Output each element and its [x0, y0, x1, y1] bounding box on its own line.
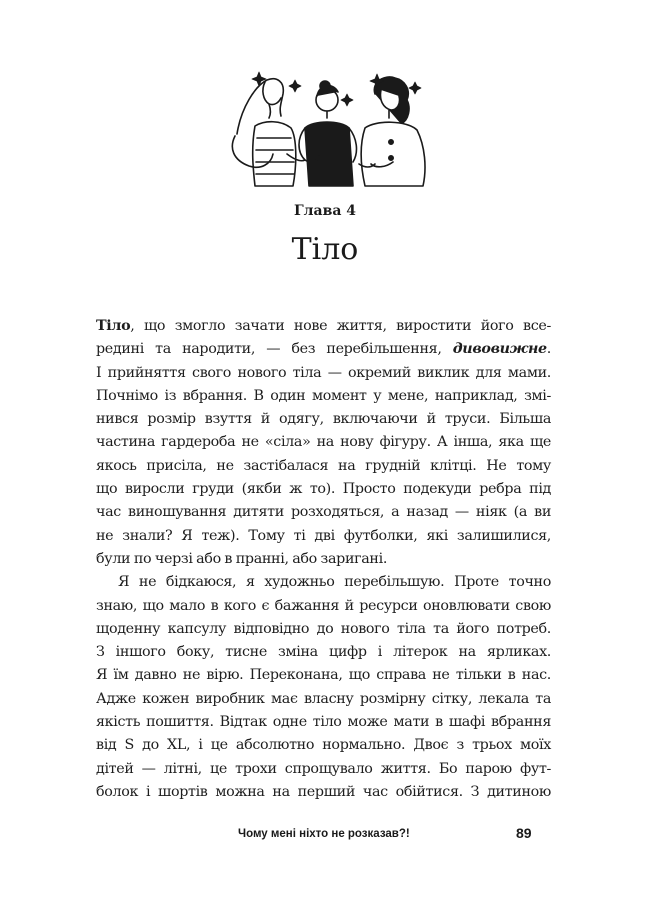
text-line: Почнімо із вбрання. В один момент у мене, наприклад, змі-	[96, 387, 551, 404]
page-number: 89	[516, 825, 532, 841]
running-footer-title: Чому мені ніхто не розказав?!	[238, 828, 410, 840]
text-line: щоденну капсулу відповідно до нового тіла та його потреб.	[96, 620, 551, 637]
text-line: Тіло, що змогло зачати нове життя, виростити його все-	[96, 318, 551, 334]
text-line: редині та народити, — без перебільшення, дивовижне.	[96, 341, 551, 358]
text-line: якість пошиття. Відтак одне тіло може мати в шафі вбрання	[96, 714, 551, 731]
text-line: не знали? Я теж). Тому ті дві футболки, які залишилися,	[96, 527, 551, 544]
text-line: якось присіла, не застібалася на грудній клітці. Не тому	[96, 457, 551, 474]
three-women-illustration-icon	[225, 68, 435, 196]
text-line: що виросли груди (якби ж то). Просто подекуди ребра під	[96, 481, 551, 498]
text-line: Адже кожен виробник має власну розмірну сітку, лекала та	[96, 690, 551, 707]
body-text	[96, 315, 551, 804]
text-line: від S до XL, і це абсолютно нормально. Двоє з трьох моїх	[96, 737, 551, 754]
text-line: були по черзі або в пранні, або заригані.	[96, 550, 388, 567]
text-line: болок і шортів можна на перший час обійтися. З дитиною	[96, 783, 551, 800]
text-line: Я не бідкаюся, я художньо перебільшую. Проте точно	[118, 574, 551, 591]
text-line: І прийняття свого нового тіла — окремий виклик для мами.	[96, 364, 551, 381]
chapter-label: Глава 4	[293, 203, 357, 219]
bold-lead-word: Тіло	[96, 318, 131, 334]
chapter-title: Тіло	[291, 232, 359, 267]
emphasis-word: дивовижне	[452, 341, 547, 358]
text-line: час виношування дитяти розходяться, а назад — ніяк (а ви	[96, 504, 551, 521]
text-line: частина гардероба не «сіла» на нову фігуру. А інша, яка ще	[96, 434, 551, 451]
text-line: дітей — літні, це трохи спрощувало життя. Бо парою фут-	[96, 760, 551, 777]
text-line: нився розмір взуття й одягу, включаючи й труси. Більша	[96, 411, 551, 428]
text-line: З іншого боку, тисне зміна цифр і літерок на ярликах.	[96, 644, 551, 661]
text-line: Я їм давно не вірю. Переконана, що справа не тільки в нас.	[96, 667, 551, 684]
text-line: знаю, що мало в кого є бажання й ресурси оновлювати свою	[96, 597, 551, 614]
